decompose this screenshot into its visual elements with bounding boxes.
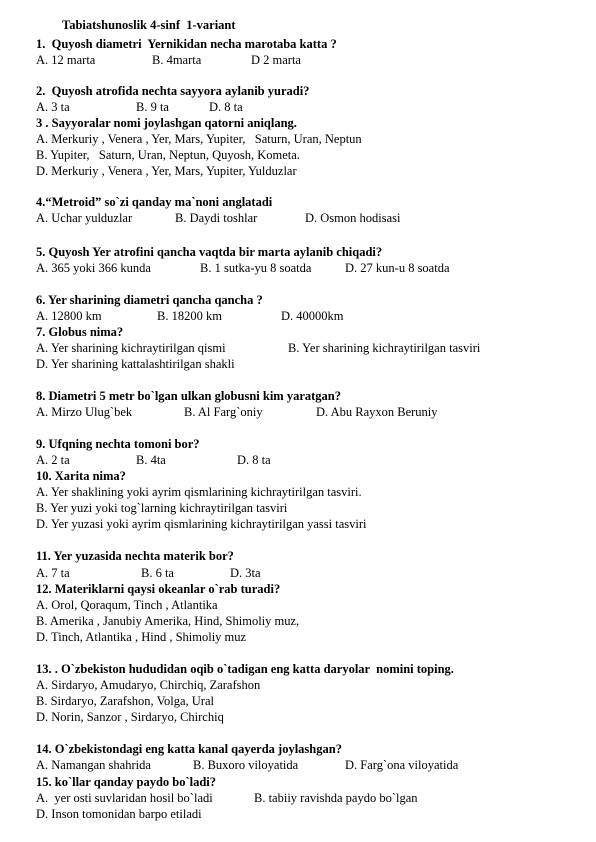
- question-5: 5. Quyosh Yer atrofini qancha vaqtda bir marta aylanib chiqadi?: [36, 245, 383, 259]
- q6-option-b: B. 18200 km: [157, 309, 222, 323]
- q11-option-b: B. 6 ta: [141, 566, 174, 580]
- q14-option-a: A. Namangan shahrida: [36, 758, 151, 772]
- q12-option-b: B. Amerika , Janubiy Amerika, Hind, Shimoliy muz,: [36, 614, 300, 628]
- q14-option-b: B. Buxoro viloyatida: [193, 758, 299, 772]
- page-title: Tabiatshunoslik 4-sinf 1-variant: [62, 18, 236, 32]
- q3-option-d: D. Merkuriy , Venera , Yer, Mars, Yupiter, Yulduzlar: [36, 164, 297, 178]
- question-6: 6. Yer sharining diametri qancha qancha ?: [36, 293, 263, 307]
- q10-option-d: D. Yer yuzasi yoki ayrim qismlarining kichraytirilgan yassi tasviri: [36, 517, 367, 531]
- q12-option-a: A. Orol, Qoraqum, Tinch , Atlantika: [36, 598, 218, 612]
- q10-option-b: B. Yer yuzi yoki tog`larning kichraytirilgan tasviri: [36, 501, 288, 515]
- question-1: 1. Quyosh diametri Yernikidan necha marotaba katta ?: [36, 37, 337, 51]
- q9-option-d: D. 8 ta: [237, 453, 271, 467]
- question-10: 10. Xarita nima?: [36, 469, 126, 483]
- q4-option-d: D. Osmon hodisasi: [305, 211, 401, 225]
- q2-option-a: A. 3 ta: [36, 100, 70, 114]
- question-2: 2. Quyosh atrofida nechta sayyora aylanib yuradi?: [36, 84, 310, 98]
- q8-option-d: D. Abu Rayxon Beruniy: [316, 405, 438, 419]
- q4-option-a: A. Uchar yulduzlar: [36, 211, 133, 225]
- q7-option-d: D. Yer sharining kattalashtirilgan shakli: [36, 357, 235, 371]
- q13-option-b: B. Sirdaryo, Zarafshon, Volga, Ural: [36, 694, 214, 708]
- question-12: 12. Materiklarni qaysi okeanlar o`rab turadi?: [36, 582, 281, 596]
- q13-option-a: A. Sirdaryo, Amudaryo, Chirchiq, Zarafshon: [36, 678, 261, 692]
- q4-option-b: B. Daydi toshlar: [175, 211, 258, 225]
- question-9: 9. Ufqning nechta tomoni bor?: [36, 437, 200, 451]
- q2-option-d: D. 8 ta: [209, 100, 243, 114]
- q8-option-b: B. Al Farg`oniy: [184, 405, 263, 419]
- q5-option-b: B. 1 sutka-yu 8 soatda: [200, 261, 312, 275]
- question-15: 15. ko`llar qanday paydo bo`ladi?: [36, 775, 217, 789]
- q8-option-a: A. Mirzo Ulug`bek: [36, 405, 133, 419]
- q1-option-d: D 2 marta: [251, 53, 301, 67]
- q1-option-a: A. 12 marta: [36, 53, 96, 67]
- q5-option-a: A. 365 yoki 366 kunda: [36, 261, 151, 275]
- q13-option-d: D. Norin, Sanzor , Sirdaryo, Chirchiq: [36, 710, 224, 724]
- question-14: 14. O`zbekistondagi eng katta kanal qayerda joylashgan?: [36, 742, 342, 756]
- question-3: 3 . Sayyoralar nomi joylashgan qatorni aniqlang.: [36, 116, 297, 130]
- q6-option-d: D. 40000km: [281, 309, 344, 323]
- q5-option-d: D. 27 kun-u 8 soatda: [345, 261, 450, 275]
- q7-option-a: A. Yer sharining kichraytirilgan qismi: [36, 341, 226, 355]
- q15-option-a: A. yer osti suvlaridan hosil bo`ladi: [36, 791, 213, 805]
- question-13: 13. . O`zbekiston hududidan oqib o`tadigan eng katta daryolar nomini toping.: [36, 662, 454, 676]
- q11-option-a: A. 7 ta: [36, 566, 70, 580]
- q6-option-a: A. 12800 km: [36, 309, 102, 323]
- q9-option-b: B. 4ta: [136, 453, 166, 467]
- q3-option-a: A. Merkuriy , Venera , Yer, Mars, Yupiter, Saturn, Uran, Neptun: [36, 132, 362, 146]
- question-7: 7. Globus nima?: [36, 325, 124, 339]
- q12-option-d: D. Tinch, Atlantika , Hind , Shimoliy muz: [36, 630, 247, 644]
- q10-option-a: A. Yer shaklining yoki ayrim qismlarining kichraytirilgan tasviri.: [36, 485, 362, 499]
- question-8: 8. Diametri 5 metr bo`lgan ulkan globusni kim yaratgan?: [36, 389, 341, 403]
- q1-option-b: B. 4marta: [152, 53, 202, 67]
- q11-option-d: D. 3ta: [230, 566, 261, 580]
- q3-option-b: B. Yupiter, Saturn, Uran, Neptun, Quyosh, Kometa.: [36, 148, 300, 162]
- question-11: 11. Yer yuzasida nechta materik bor?: [36, 549, 234, 563]
- q15-option-b: B. tabiiy ravishda paydo bo`lgan: [254, 791, 418, 805]
- q9-option-a: A. 2 ta: [36, 453, 70, 467]
- q7-option-b: B. Yer sharining kichraytirilgan tasviri: [288, 341, 481, 355]
- question-4: 4.“Metroid” so`zi qanday ma`noni anglatadi: [36, 195, 273, 209]
- q14-option-d: D. Farg`ona viloyatida: [345, 758, 459, 772]
- q2-option-b: B. 9 ta: [136, 100, 169, 114]
- q15-option-d: D. Inson tomonidan barpo etiladi: [36, 807, 202, 821]
